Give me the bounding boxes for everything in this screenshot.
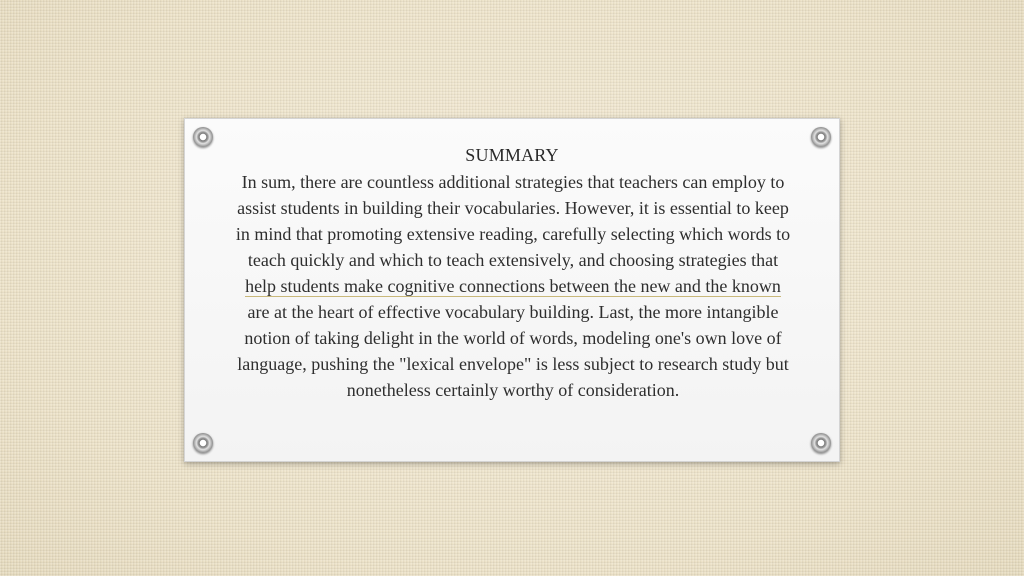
- underlined-text: help students make cognitive connections between the new and the known: [245, 276, 781, 296]
- summary-plaque: [184, 118, 840, 462]
- paragraph-line: are at the heart of effective vocabulary building. Last, the more intangible: [247, 302, 779, 322]
- paragraph-line: In sum, there are countless additional strategies that teachers can employ to: [241, 172, 785, 192]
- paragraph-line: assist students in building their vocabularies. However, it is essential to keep: [237, 198, 789, 218]
- paragraph-line-underlined: [197, 273, 829, 299]
- slide-title: SUMMARY: [465, 145, 559, 165]
- screw-icon: [193, 433, 213, 453]
- paragraph-line: teach quickly and which to teach extensively, and choosing strategies that: [247, 250, 779, 270]
- paragraph-line: language, pushing the "lexical envelope" is less subject to research study but: [237, 354, 789, 374]
- paragraph-line: notion of taking delight in the world of words, modeling one's own love of: [244, 328, 782, 348]
- paragraph-line: nonetheless certainly worthy of consideration.: [346, 380, 680, 400]
- summary-paragraph: [197, 169, 829, 403]
- screw-icon: [811, 433, 831, 453]
- paragraph-line: in mind that promoting extensive reading, carefully selecting which words to: [235, 224, 791, 244]
